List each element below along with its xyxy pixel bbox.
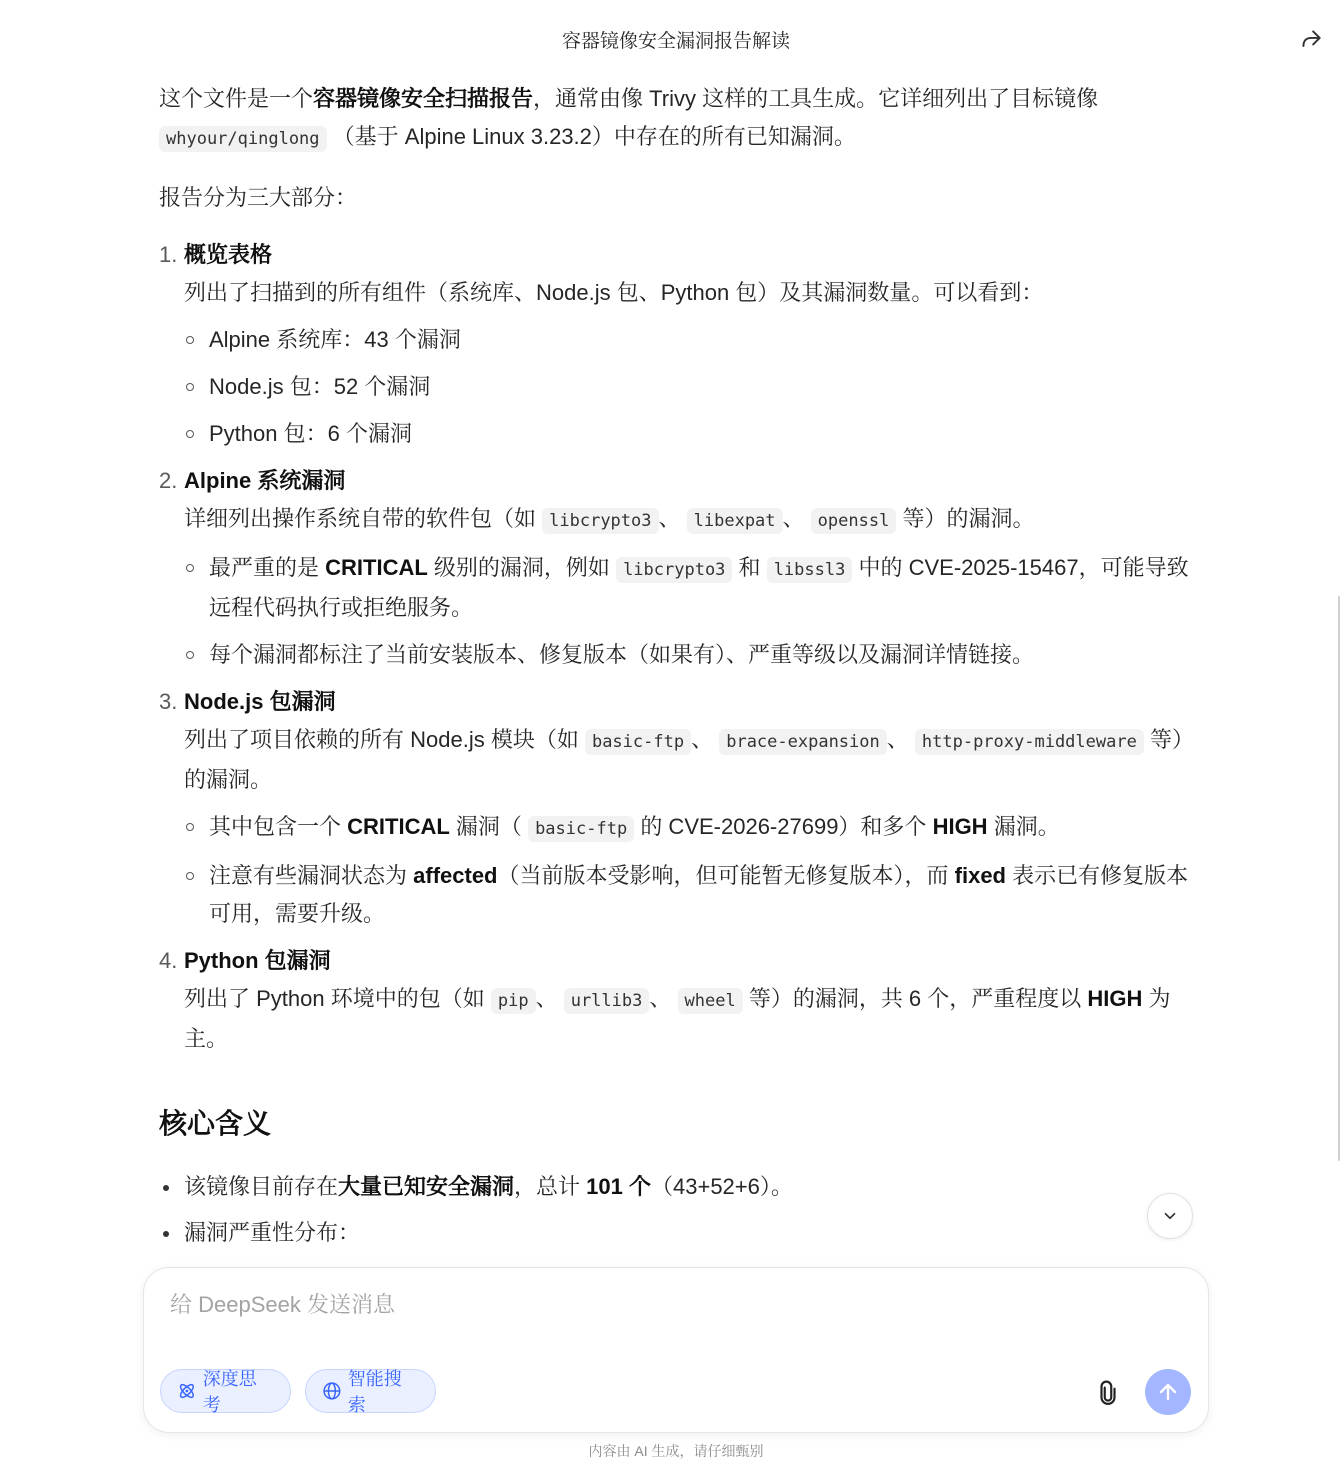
- deep-think-toggle[interactable]: [160, 1369, 291, 1413]
- list-item: 4. Python 包漏洞 列出了 Python 环境中的包（如 pip 、 urllib3 、 wheel 等）的漏洞，共 6 个，严重程度以 HIGH 为主。: [159, 942, 1189, 1058]
- ai-disclaimer: 内容由 AI 生成，请仔细甄别: [588, 1443, 764, 1459]
- parts-intro: 报告分为三大部分：: [159, 185, 358, 210]
- inline-code: wheel: [678, 988, 743, 1014]
- inline-code: basic-ftp: [528, 816, 634, 842]
- assistant-message: [159, 80, 1189, 1260]
- section-heading: 核心含义: [159, 1108, 272, 1139]
- inline-code: basic-ftp: [585, 729, 691, 755]
- bullet-list: [159, 1168, 1189, 1252]
- sub-list: [184, 321, 1189, 453]
- item-title: Alpine 系统漏洞: [184, 468, 346, 493]
- item-title: Node.js 包漏洞: [184, 689, 336, 714]
- inline-code: http-proxy-middleware: [915, 729, 1144, 755]
- item-desc: 列出了扫描到的所有组件（系统库、Node.js 包、Python 包）及其漏洞数量。可以看到：: [184, 280, 1044, 305]
- paperclip-icon[interactable]: [1095, 1380, 1121, 1406]
- item-title: Python 包漏洞: [184, 948, 331, 973]
- sub-list-item: Node.js 包：52 个漏洞: [184, 368, 1189, 406]
- sub-list: [184, 549, 1189, 674]
- inline-code: libexpat: [687, 508, 783, 534]
- intro-paragraph: 这个文件是一个容器镜像安全扫描报告，通常由像 Trivy 这样的工具生成。它详细列出了目标镜像 whyour/qinglong （基于 Alpine Linux 3.23.2）中存在的所有已知漏洞。: [159, 80, 1189, 158]
- list-item: 3. Node.js 包漏洞 列出了项目依赖的所有 Node.js 模块（如 basic-ftp 、 brace-expansion 、 http-proxy-middleware 等）的漏洞。 其中包含一个 CRITICAL 漏洞（ basic-ftp 的 CVE-2026-27699）和多个 HIGH 漏洞。 注意有些漏洞状态为 affected（当前版本受影响，但可能暂无修复版本），而 fixed 表示已有修复版本可用，需要升级。: [159, 683, 1189, 933]
- inline-code: libcrypto3: [616, 557, 732, 583]
- chat-title: 容器镜像安全漏洞报告解读: [561, 31, 790, 52]
- sub-list-item: 其中包含一个 CRITICAL 漏洞（ basic-ftp 的 CVE-2026-27699）和多个 HIGH 漏洞。: [184, 808, 1189, 848]
- report-sections-list: [159, 236, 1189, 1058]
- message-input[interactable]: [168, 1288, 1072, 1322]
- sub-list-item: 最严重的是 CRITICAL 级别的漏洞，例如 libcrypto3 和 libssl3 中的 CVE-2025-15467，可能导致远程代码执行或拒绝服务。: [184, 549, 1189, 627]
- list-item: 2. Alpine 系统漏洞 详细列出操作系统自带的软件包（如 libcrypto3 、 libexpat 、 openssl 等）的漏洞。 最严重的是 CRITICAL 级别的漏洞，例如 libcrypto3 和 libssl3 中的 CVE-2025-15467，可能导致远程代码执行或拒绝服务。 每个漏洞都标注了当前安装版本、修复版本（如果有）、严重等级以及漏洞详情链接。: [159, 462, 1189, 674]
- smart-search-toggle[interactable]: [305, 1369, 436, 1413]
- list-item: 1. 概览表格 列出了扫描到的所有组件（系统库、Node.js 包、Python 包）及其漏洞数量。可以看到： Alpine 系统库：43 个漏洞 Node.js 包：52 个漏洞 Python 包：6 个漏洞: [159, 236, 1189, 453]
- sub-list-item: 注意有些漏洞状态为 affected（当前版本受影响，但可能暂无修复版本），而 fixed 表示已有修复版本可用，需要升级。: [184, 857, 1189, 933]
- globe-icon: [322, 1381, 342, 1401]
- bullet-item: 该镜像目前存在大量已知安全漏洞，总计 101 个（43+52+6）。: [159, 1168, 1189, 1206]
- inline-code: brace-expansion: [719, 729, 887, 755]
- share-icon[interactable]: [1298, 26, 1324, 52]
- sub-list-item: 每个漏洞都标注了当前安装版本、修复版本（如果有）、严重等级以及漏洞详情链接。: [184, 636, 1189, 674]
- sub-list: [184, 808, 1189, 933]
- bullet-item: 漏洞严重性分布：: [159, 1214, 1189, 1252]
- inline-code: libssl3: [767, 557, 853, 583]
- scroll-to-bottom-button[interactable]: [1147, 1193, 1193, 1239]
- item-title: 概览表格: [184, 242, 273, 267]
- inline-code: urllib3: [564, 988, 650, 1014]
- scrollbar[interactable]: [1338, 596, 1340, 1161]
- send-button[interactable]: [1145, 1369, 1191, 1415]
- top-bar: [0, 0, 1341, 76]
- message-composer: [143, 1267, 1209, 1433]
- deep-think-label: 深度思考: [202, 1369, 257, 1415]
- inline-code: whyour/qinglong: [159, 126, 327, 152]
- inline-code: openssl: [811, 508, 897, 534]
- sub-list-item: Python 包：6 个漏洞: [184, 415, 1189, 453]
- atom-icon: [177, 1381, 197, 1401]
- inline-code: libcrypto3: [542, 508, 658, 534]
- arrow-up-icon: [1156, 1380, 1180, 1404]
- smart-search-label: 智能搜索: [347, 1369, 402, 1415]
- chevron-down-icon: [1161, 1207, 1179, 1225]
- inline-code: pip: [491, 988, 536, 1014]
- sub-list-item: Alpine 系统库：43 个漏洞: [184, 321, 1189, 359]
